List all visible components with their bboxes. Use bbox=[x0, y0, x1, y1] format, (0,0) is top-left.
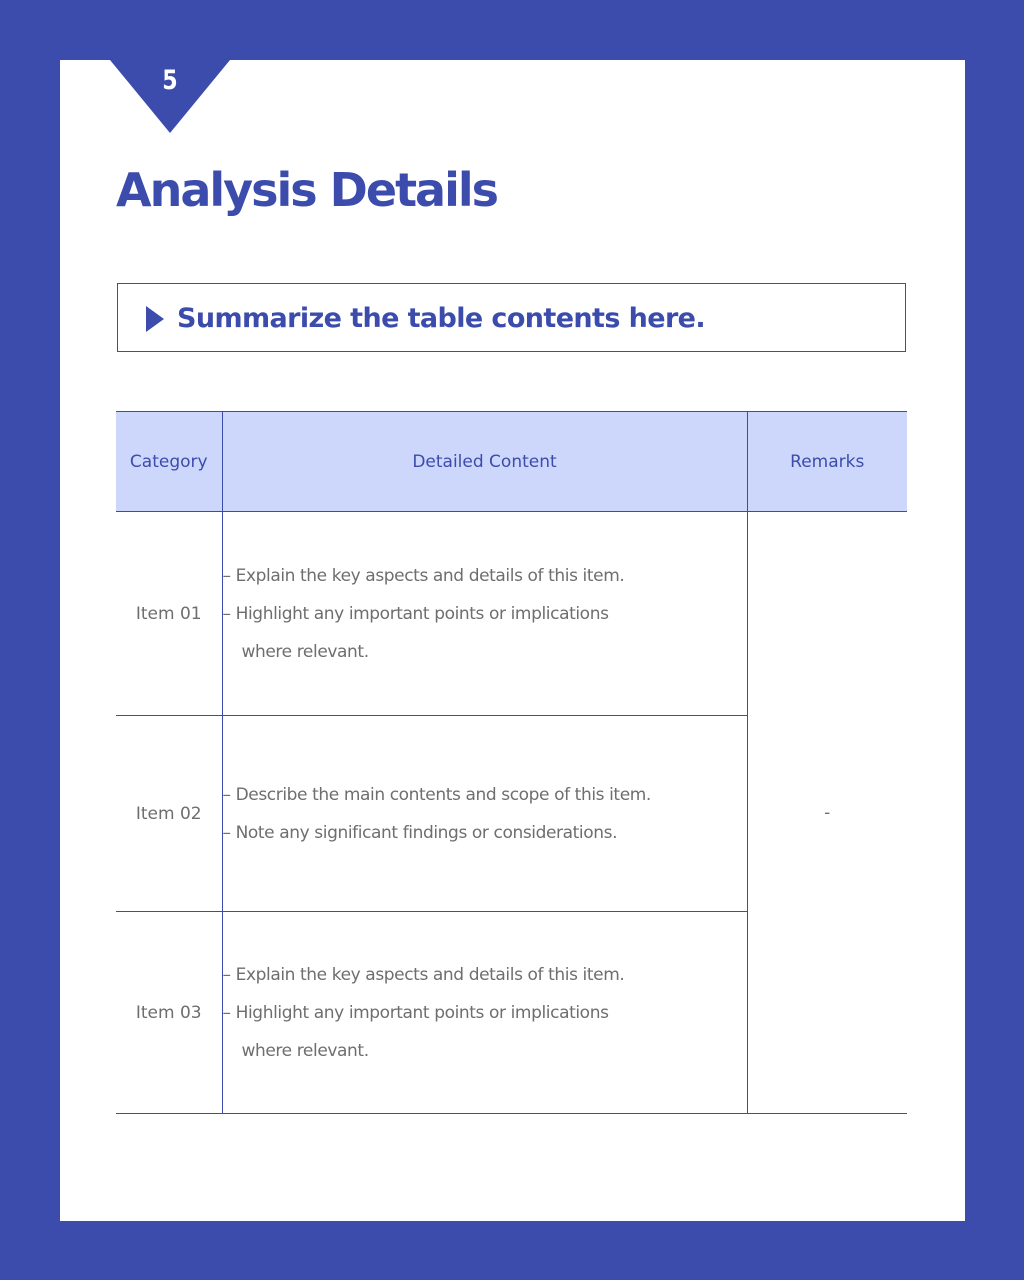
row-category: Item 03 bbox=[116, 912, 222, 1114]
row-content bbox=[222, 512, 747, 716]
content-line: – Describe the main contents and scope of this item. bbox=[222, 784, 651, 805]
content-line: – Note any significant findings or considerations. bbox=[222, 822, 618, 843]
remarks-cell: - bbox=[747, 512, 907, 1114]
row-category: Item 01 bbox=[116, 512, 222, 716]
row-content bbox=[222, 716, 747, 912]
content-line: – Highlight any important points or implications bbox=[222, 1002, 609, 1023]
play-triangle-icon bbox=[146, 306, 164, 332]
header-category: Category bbox=[116, 412, 222, 512]
header-detailed-content: Detailed Content bbox=[222, 412, 747, 512]
content-line: where relevant. bbox=[241, 1040, 369, 1061]
analysis-table bbox=[116, 411, 907, 1114]
summary-box bbox=[117, 283, 906, 352]
table-header-row bbox=[116, 412, 907, 512]
page-title: Analysis Details bbox=[116, 163, 498, 217]
content-line: where relevant. bbox=[241, 641, 369, 662]
page bbox=[60, 60, 965, 1221]
header-remarks: Remarks bbox=[747, 412, 907, 512]
page-number: 5 bbox=[162, 65, 178, 96]
content-line: – Explain the key aspects and details of this item. bbox=[222, 565, 625, 586]
row-category: Item 02 bbox=[116, 716, 222, 912]
content-line: – Explain the key aspects and details of this item. bbox=[222, 964, 625, 985]
row-content bbox=[222, 912, 747, 1114]
summary-text: Summarize the table contents here. bbox=[177, 303, 706, 334]
content-line: – Highlight any important points or implications bbox=[222, 603, 609, 624]
table-row bbox=[116, 512, 907, 716]
